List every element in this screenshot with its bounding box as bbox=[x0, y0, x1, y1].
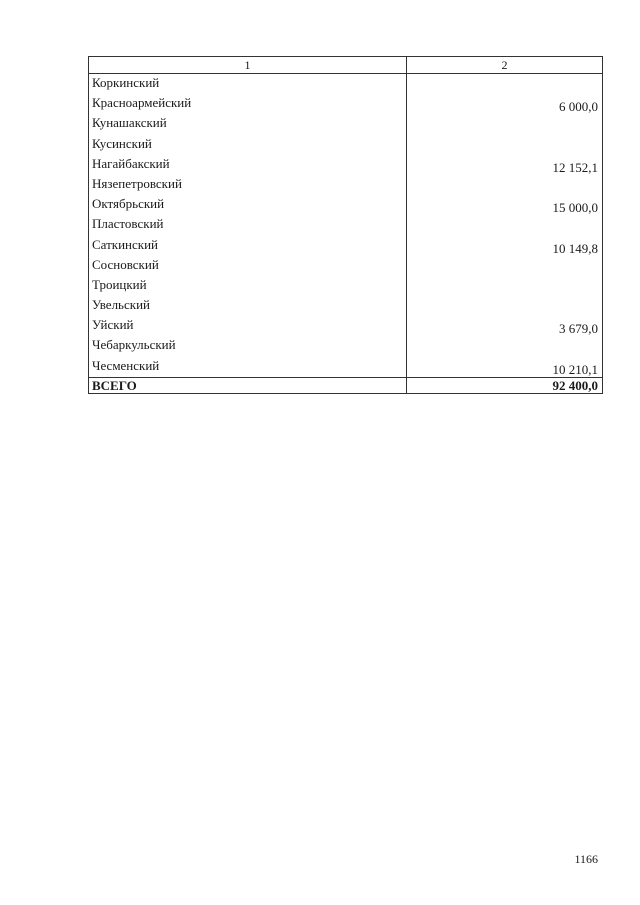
district-value: 10 149,8 bbox=[407, 236, 603, 256]
table-row bbox=[89, 276, 603, 296]
district-name: Коркинский bbox=[89, 74, 407, 95]
district-name: Увельский bbox=[89, 296, 407, 316]
column-header-1: 1 bbox=[89, 57, 407, 74]
table-row bbox=[89, 155, 603, 175]
district-value bbox=[407, 215, 603, 235]
table-row bbox=[89, 195, 603, 215]
total-value: 92 400,0 bbox=[407, 377, 603, 393]
district-value: 10 210,1 bbox=[407, 357, 603, 378]
district-name: Уйский bbox=[89, 316, 407, 336]
district-value bbox=[407, 256, 603, 276]
district-name: Чесменский bbox=[89, 357, 407, 378]
district-name: Чебаркульский bbox=[89, 336, 407, 356]
district-name: Октябрьский bbox=[89, 195, 407, 215]
district-value bbox=[407, 296, 603, 316]
district-value: 15 000,0 bbox=[407, 195, 603, 215]
table-row bbox=[89, 316, 603, 336]
district-name: Кунашакский bbox=[89, 114, 407, 134]
table-row bbox=[89, 256, 603, 276]
district-name: Сосновский bbox=[89, 256, 407, 276]
page-number: 1166 bbox=[574, 852, 598, 866]
district-name: Саткинский bbox=[89, 236, 407, 256]
total-row bbox=[89, 377, 603, 393]
table-row bbox=[89, 215, 603, 235]
allocation-table bbox=[88, 56, 603, 394]
table-row bbox=[89, 236, 603, 256]
district-value: 12 152,1 bbox=[407, 155, 603, 175]
district-value bbox=[407, 336, 603, 356]
table-row bbox=[89, 175, 603, 195]
column-header-2: 2 bbox=[407, 57, 603, 74]
district-value bbox=[407, 74, 603, 95]
district-value: 3 679,0 bbox=[407, 316, 603, 336]
table-row bbox=[89, 357, 603, 378]
district-value bbox=[407, 114, 603, 134]
district-name: Пластовский bbox=[89, 215, 407, 235]
district-name: Кусинский bbox=[89, 135, 407, 155]
district-value: 6 000,0 bbox=[407, 94, 603, 114]
district-value bbox=[407, 276, 603, 296]
table-row bbox=[89, 74, 603, 95]
table-row bbox=[89, 336, 603, 356]
district-value bbox=[407, 135, 603, 155]
table-row bbox=[89, 296, 603, 316]
district-name: Нязепетровский bbox=[89, 175, 407, 195]
table-row bbox=[89, 114, 603, 134]
district-value bbox=[407, 175, 603, 195]
district-name: Нагайбакский bbox=[89, 155, 407, 175]
district-name: Красноармейский bbox=[89, 94, 407, 114]
table-header-row bbox=[89, 57, 603, 74]
total-label: ВСЕГО bbox=[89, 377, 407, 393]
table-row bbox=[89, 135, 603, 155]
district-name: Троицкий bbox=[89, 276, 407, 296]
table-row bbox=[89, 94, 603, 114]
